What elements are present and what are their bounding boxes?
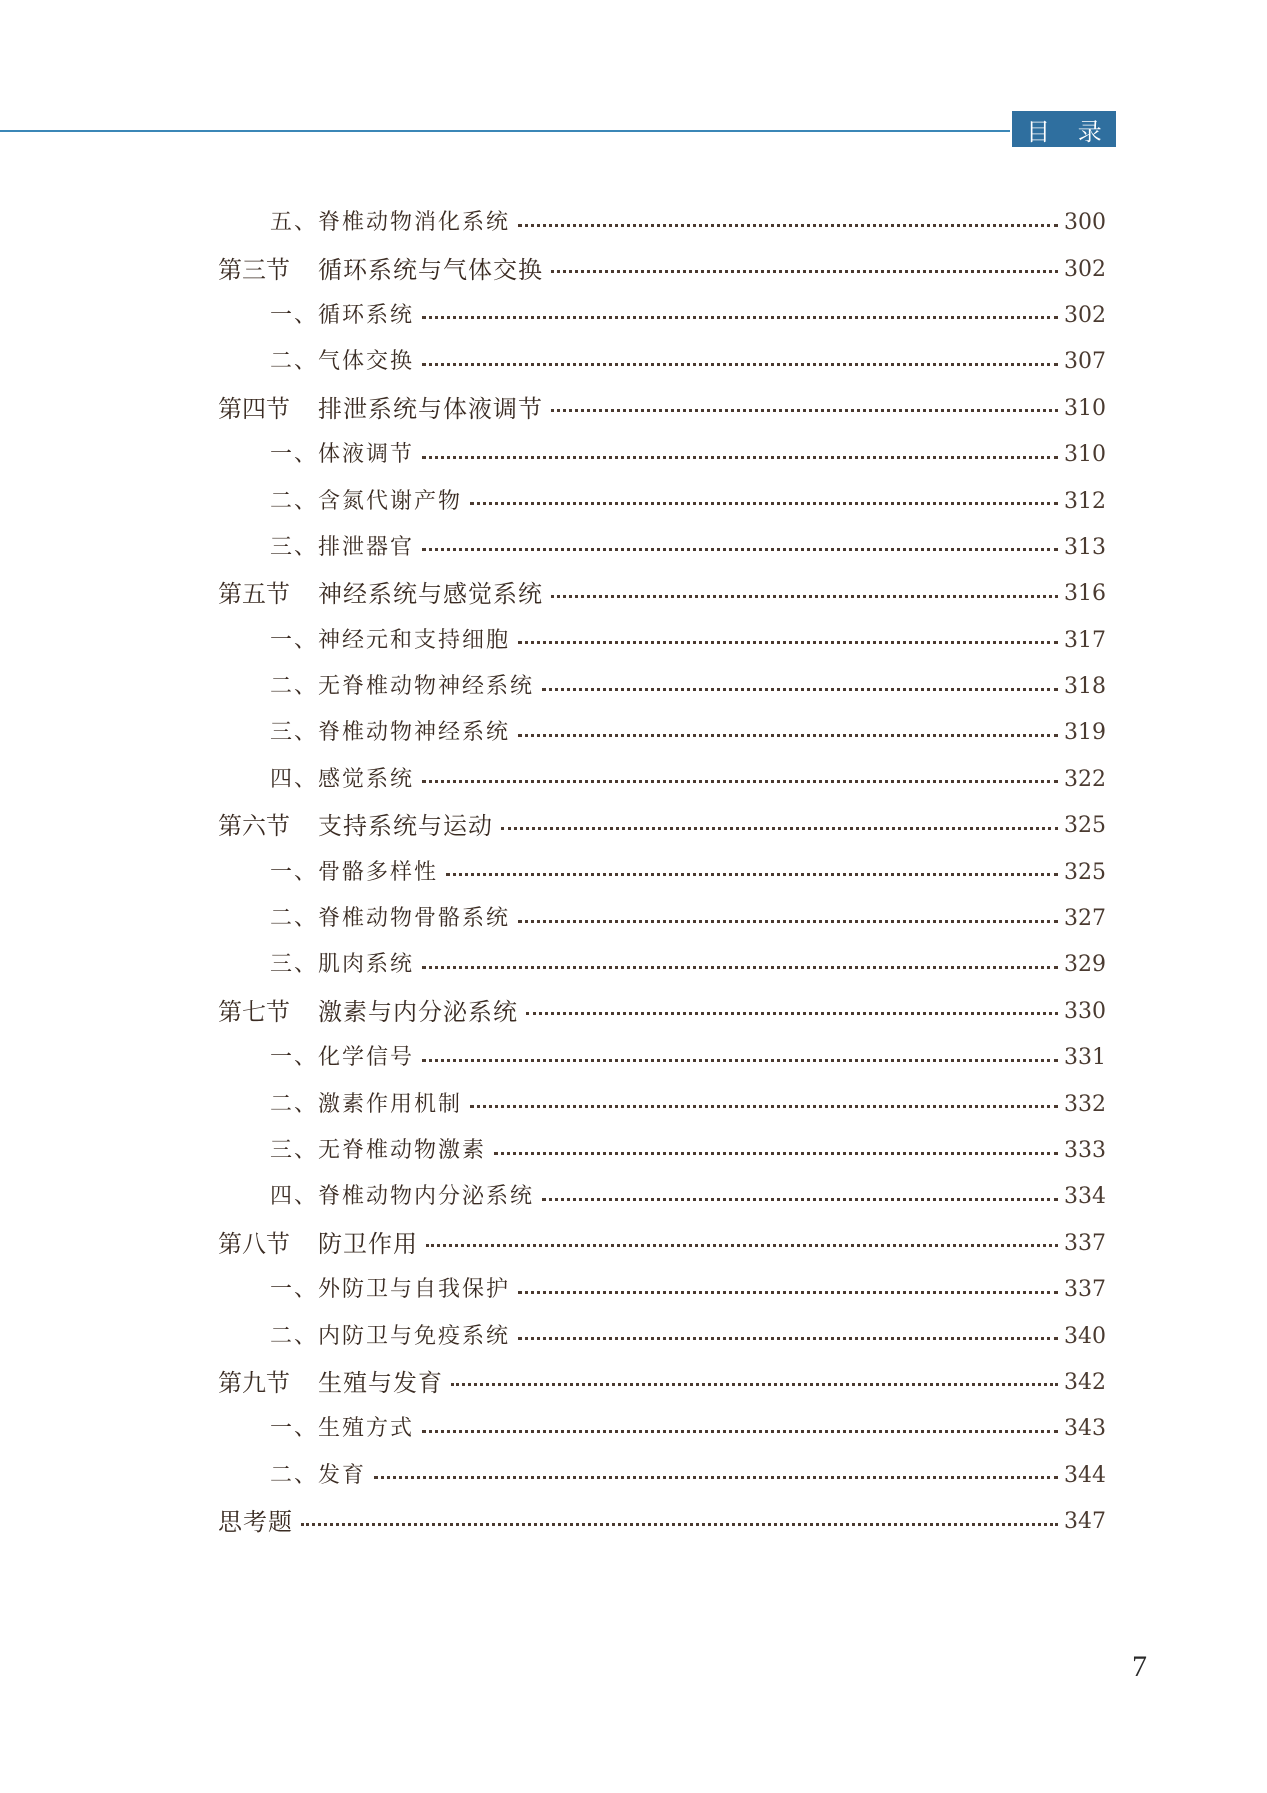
- toc-page-number: 312: [1064, 488, 1106, 514]
- toc-subsection-entry[interactable]: [218, 432, 1106, 478]
- toc-dot-leader: [551, 595, 1058, 598]
- toc-section-number: 第六节: [218, 812, 290, 841]
- toc-subsection-entry[interactable]: [218, 757, 1106, 803]
- toc-entry-title: 生殖与发育: [318, 1368, 443, 1397]
- toc-subsection-entry[interactable]: [218, 1313, 1106, 1359]
- toc-subsection-entry[interactable]: [218, 664, 1106, 710]
- toc-subsection-entry[interactable]: [218, 942, 1106, 988]
- toc-entry-title: 二、激素作用机制: [270, 1091, 463, 1117]
- toc-dot-leader: [422, 363, 1058, 366]
- toc-subsection-entry[interactable]: [218, 618, 1106, 664]
- toc-page-number: 333: [1064, 1138, 1106, 1163]
- toc-entry-title: 二、气体交换: [270, 349, 415, 375]
- header-rule: [0, 130, 1010, 132]
- toc-subsection-entry[interactable]: [218, 1174, 1106, 1220]
- toc-dot-leader: [426, 1244, 1058, 1247]
- toc-entry-title: 二、脊椎动物骨骼系统: [270, 906, 511, 932]
- toc-subsection-entry[interactable]: [218, 1453, 1106, 1499]
- toc-page-number: 331: [1064, 1045, 1106, 1071]
- toc-subsection-entry[interactable]: [218, 710, 1106, 756]
- toc-page-number: 330: [1064, 998, 1106, 1024]
- toc-subsection-entry[interactable]: [218, 525, 1106, 571]
- toc-section-entry[interactable]: [218, 989, 1106, 1035]
- toc-dot-leader: [422, 316, 1058, 319]
- toc-dot-leader: [518, 920, 1058, 923]
- toc-page-number: 340: [1064, 1323, 1106, 1349]
- toc-entry-title: 一、外防卫与自我保护: [270, 1277, 511, 1303]
- header-tab: [1012, 111, 1116, 147]
- toc-page-number: 325: [1064, 813, 1106, 839]
- toc-entry-title: 五、脊椎动物消化系统: [270, 210, 511, 236]
- toc-subsection-entry[interactable]: [218, 1267, 1106, 1313]
- toc-dot-leader: [470, 1105, 1058, 1108]
- toc-page-number: 322: [1064, 766, 1106, 792]
- toc-entry-title: 三、排泄器官: [270, 534, 415, 560]
- toc-page-number: 302: [1064, 302, 1106, 328]
- toc-dot-leader: [542, 1198, 1058, 1201]
- toc-entry-title: 二、发育: [270, 1462, 367, 1488]
- toc-page-number: 334: [1064, 1184, 1106, 1210]
- header-tab-label: 目 录: [1026, 117, 1112, 146]
- toc-entry-title: 支持系统与运动: [318, 812, 493, 841]
- toc-section-entry[interactable]: [218, 1360, 1106, 1406]
- toc-page-number: 318: [1064, 674, 1106, 700]
- toc-subsection-entry[interactable]: [218, 200, 1106, 246]
- toc-dot-leader: [422, 1430, 1058, 1433]
- toc-subsection-entry[interactable]: [218, 478, 1106, 524]
- toc-section-number: 第五节: [218, 580, 290, 609]
- toc-page-number: 329: [1064, 952, 1106, 978]
- toc-dot-leader: [501, 827, 1058, 830]
- toc-page-number: 327: [1064, 906, 1106, 932]
- toc-dot-leader: [422, 456, 1058, 459]
- toc-page-number: 337: [1064, 1230, 1106, 1256]
- toc-section-entry[interactable]: [218, 1221, 1106, 1267]
- toc-entry-title: 神经系统与感觉系统: [318, 580, 543, 609]
- toc-page-number: 347: [1064, 1509, 1106, 1535]
- toc-dot-leader: [518, 1291, 1058, 1294]
- toc-dot-leader: [374, 1476, 1058, 1479]
- toc-page-number: 307: [1064, 349, 1106, 375]
- toc-dot-leader: [518, 734, 1058, 737]
- toc-section-number: 第四节: [218, 394, 290, 423]
- toc-page-number: 337: [1064, 1277, 1106, 1303]
- toc-entry-title: 二、含氮代谢产物: [270, 488, 463, 514]
- toc-dot-leader: [422, 780, 1058, 783]
- toc-entry-title: 一、循环系统: [270, 302, 415, 328]
- toc-page-number: 313: [1064, 534, 1106, 560]
- table-of-contents: [218, 200, 1106, 1545]
- toc-entry-title: 激素与内分泌系统: [318, 997, 518, 1026]
- toc-dot-leader: [518, 641, 1058, 644]
- toc-entry-title: 四、感觉系统: [270, 766, 415, 792]
- toc-dot-leader: [542, 688, 1058, 691]
- toc-entry-title: 三、无脊椎动物激素: [270, 1138, 487, 1163]
- toc-section-number: 第七节: [218, 997, 290, 1026]
- toc-page-number: 319: [1064, 720, 1106, 746]
- toc-dot-leader: [518, 224, 1058, 227]
- toc-entry-title: 一、体液调节: [270, 442, 415, 468]
- toc-dot-leader: [446, 873, 1058, 876]
- toc-page-number: 316: [1064, 581, 1106, 607]
- toc-entry-title: 防卫作用: [318, 1229, 418, 1258]
- toc-subsection-entry[interactable]: [218, 849, 1106, 895]
- toc-subsection-entry[interactable]: [218, 1128, 1106, 1174]
- toc-entry-title: 三、脊椎动物神经系统: [270, 720, 511, 746]
- toc-entry-title: 二、内防卫与免疫系统: [270, 1323, 511, 1349]
- toc-entry-title: 一、骨骼多样性: [270, 859, 439, 885]
- toc-subsection-entry[interactable]: [218, 1035, 1106, 1081]
- toc-entry-title: 排泄系统与体液调节: [318, 394, 543, 423]
- toc-dot-leader: [422, 548, 1058, 551]
- toc-dot-leader: [518, 1337, 1058, 1340]
- toc-subsection-entry[interactable]: [218, 1406, 1106, 1452]
- page-number: 7: [1132, 1650, 1147, 1683]
- toc-dot-leader: [551, 270, 1058, 273]
- toc-entry-title: 一、神经元和支持细胞: [270, 627, 511, 653]
- toc-subsection-entry[interactable]: [218, 293, 1106, 339]
- toc-entry-title: 四、脊椎动物内分泌系统: [270, 1184, 535, 1210]
- toc-page-number: 310: [1064, 442, 1106, 468]
- toc-entry-title: 循环系统与气体交换: [318, 255, 543, 284]
- toc-subsection-entry[interactable]: [218, 339, 1106, 385]
- toc-page-number: 300: [1064, 210, 1106, 236]
- toc-section-number: 第九节: [218, 1368, 290, 1397]
- toc-entry-title: 思考题: [218, 1508, 293, 1537]
- toc-section-entry[interactable]: [218, 803, 1106, 849]
- toc-page-number: 343: [1064, 1416, 1106, 1442]
- toc-entry-title: 一、生殖方式: [270, 1416, 415, 1442]
- toc-page-number: 332: [1064, 1091, 1106, 1117]
- toc-entry-title: 一、化学信号: [270, 1045, 415, 1071]
- toc-dot-leader: [422, 1059, 1058, 1062]
- toc-entry-title: 三、肌肉系统: [270, 952, 415, 978]
- toc-dot-leader: [451, 1383, 1058, 1386]
- toc-page-number: 342: [1064, 1369, 1106, 1395]
- toc-dot-leader: [551, 409, 1058, 412]
- toc-section-entry[interactable]: [218, 246, 1106, 292]
- toc-section-number: 第八节: [218, 1229, 290, 1258]
- toc-dot-leader: [301, 1523, 1058, 1526]
- toc-page-number: 302: [1064, 256, 1106, 282]
- toc-section-entry[interactable]: [218, 386, 1106, 432]
- toc-dot-leader: [494, 1152, 1058, 1155]
- toc-subsection-entry[interactable]: [218, 1081, 1106, 1127]
- toc-entry[interactable]: [218, 1499, 1106, 1545]
- toc-section-entry[interactable]: [218, 571, 1106, 617]
- toc-dot-leader: [526, 1012, 1058, 1015]
- toc-page-number: 344: [1064, 1462, 1106, 1488]
- toc-dot-leader: [470, 502, 1058, 505]
- toc-entry-title: 二、无脊椎动物神经系统: [270, 674, 535, 700]
- toc-section-number: 第三节: [218, 255, 290, 284]
- toc-page-number: 310: [1064, 395, 1106, 421]
- toc-page-number: 317: [1064, 627, 1106, 653]
- toc-page-number: 325: [1064, 859, 1106, 885]
- toc-dot-leader: [422, 966, 1058, 969]
- toc-subsection-entry[interactable]: [218, 896, 1106, 942]
